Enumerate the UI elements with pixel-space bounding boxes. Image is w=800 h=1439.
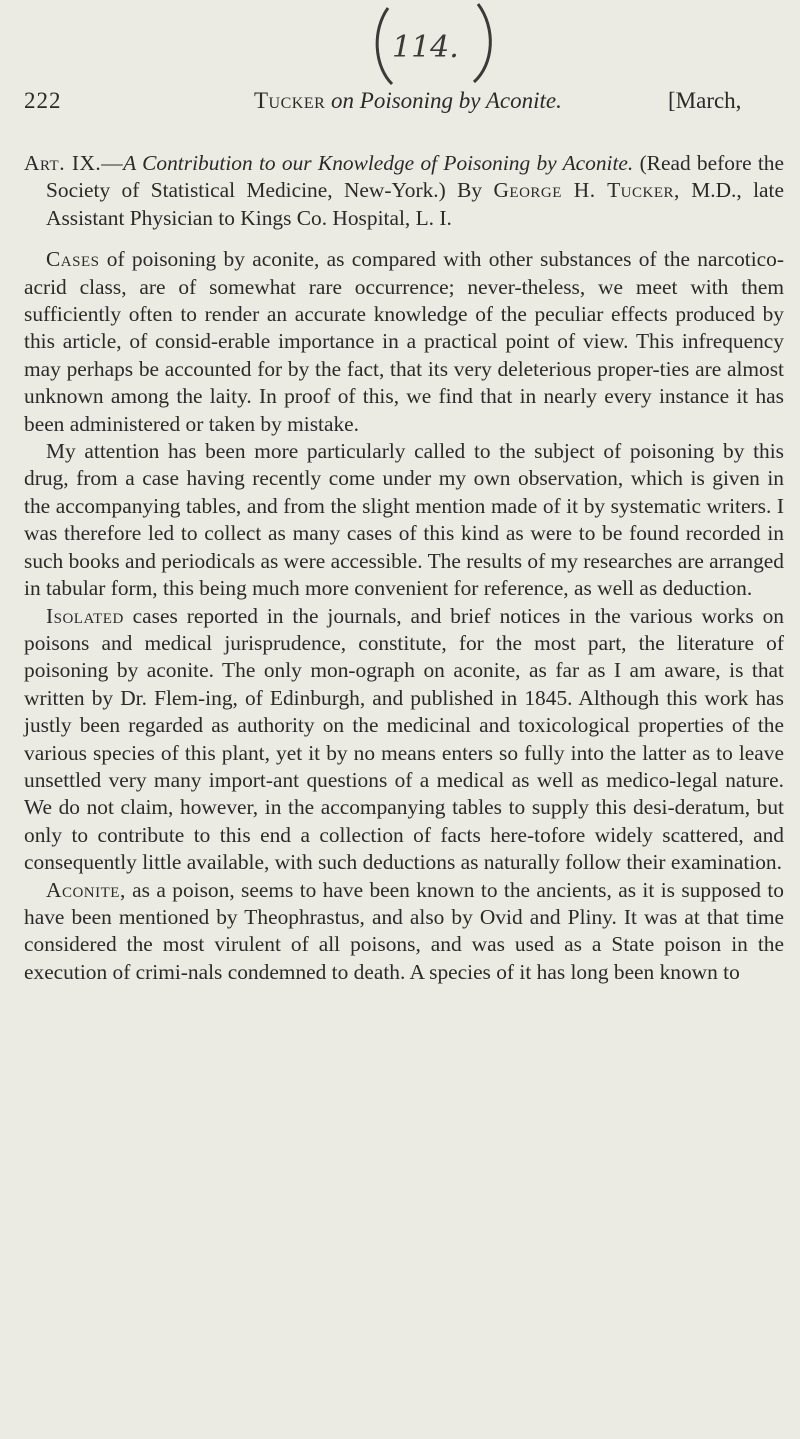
running-title-author: Tucker [254, 88, 326, 113]
body-text [24, 150, 784, 986]
paragraph-4-text: as a poison, seems to have been known to the ancients, as it is supposed to have been mentioned by Theophrastus, and also by Ovid and Pliny. It was at that time considered the most virulent of all poisons, and was used as a State poison in the execution of crimi-nals condemned to death. A species of it has long been known to [24, 877, 784, 984]
paragraph-3 [24, 603, 784, 877]
paragraph-3-lead: Isolated [46, 603, 124, 628]
article-title: A Contribution to our Knowledge of Poisoning by Aconite. [123, 151, 634, 175]
running-title-on: on [331, 88, 355, 113]
running-title [254, 88, 562, 114]
running-title-text: Poisoning by Aconite. [359, 88, 562, 113]
article-note: (Read before the Society of Statistical Medicine, New-York.) [46, 151, 784, 203]
paragraph-4-lead: Aconite, [46, 877, 126, 902]
article-credentials: M.D., late Assistant Physician to Kings Co. Hospital, L. I. [46, 178, 784, 230]
running-date: [March, [668, 88, 742, 113]
article-author: George H. Tucker, [493, 178, 680, 203]
paragraph-1 [24, 246, 784, 438]
paragraph-4 [24, 877, 784, 987]
article-number: Art. IX.— [24, 151, 124, 175]
library-stamp [366, 0, 506, 90]
paragraph-3-text: cases reported in the journals, and brief notices in the various works on poisons and medical jurisprudence, constitute, for the most part, the literature of poisoning by aconite. The only mon-ograph on aconite, as far as I am aware, is that written by Dr. Flem-ing, of Edinburgh, and published in 1845. Although this work has justly been regarded as authority on the medicinal and toxicological properties of the various species of this plant, yet it by no means enters so fully into the latter as to leave unsettled very many import-ant questions of a medical as well as medico-legal nature. We do not claim, however, in the accompanying tables to supply this desi-deratum, but only to contribute to this end a collection of facts here-tofore widely scattered, and consequently little available, with such deductions as naturally follow their examination. [24, 603, 784, 875]
paragraph-2 [24, 438, 784, 602]
article-byline-by: By [457, 178, 483, 203]
running-head [24, 88, 784, 128]
page-number: 222 [24, 88, 62, 113]
stamp-number: 114. [392, 30, 459, 65]
paragraph-1-text: of poisoning by aconite, as compared with other substances of the narcotico-acrid class, are of somewhat rare occurrence; never-theless, we meet with them sufficiently often to render an accurate knowledge of the peculiar effects produced by this article, of consid-erable importance in a practical point of view. This infrequency may perhaps be accounted for by the fact, that its very deleterious proper-ties are almost unknown among the laity. In proof of this, we find that in nearly every instance it has been administered or taken by mistake. [24, 247, 784, 436]
paragraph-1-lead: Cases [46, 247, 100, 272]
article-heading [24, 150, 784, 232]
paragraph-2-text: My attention has been more particularly called to the subject of poisoning by this drug, from a case having recently come under my own observation, which is given in the accompanying tables, and from the slight mention made of it by systematic writers. I was therefore led to collect as many cases of this kind as were to be found recorded in such books and periodicals as were accessible. The results of my researches are arranged in tabular form, this being much more convenient for reference, as well as deduction. [24, 439, 784, 601]
